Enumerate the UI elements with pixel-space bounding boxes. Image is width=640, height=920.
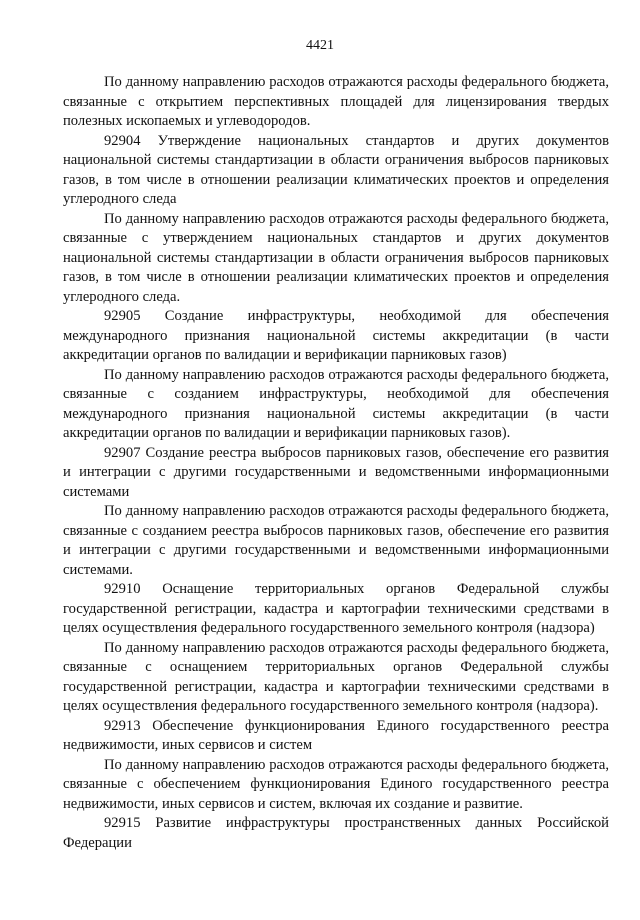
paragraph-description: По данному направлению расходов отражаются расходы федерального бюджета, связанные с утверждением национальных стандартов и других документов национальной системы стандартизации в области ограничения выбросов парниковых газов, в том числе в отношении реализации климатических проектов и определения углеродного следа. bbox=[63, 210, 609, 305]
paragraph-description: По данному направлению расходов отражаются расходы федерального бюджета, связанные с созданием инфраструктуры, необходимой для обеспечения международного признания национальной системы аккредитации (в части аккредитации органов по валидации и верификации парниковых газов). bbox=[63, 366, 609, 441]
paragraph-code-92910: 92910 Оснащение территориальных органов Федеральной службы государственной регистрации, кадастра и картографии техническими средствами в целях осуществления федерального государственного земельного контроля (надзора) bbox=[63, 581, 609, 636]
paragraph-description: По данному направлению расходов отражаются расходы федерального бюджета, связанные с обеспечением функционирования Единого государственного реестра недвижимости, иных сервисов и систем, включая их создание и развитие. bbox=[63, 756, 609, 812]
page-number: 4421 bbox=[306, 38, 334, 53]
paragraph-code-92915: 92915 Развитие инфраструктуры пространственных данных Российской Федерации bbox=[63, 815, 609, 851]
paragraph-code-92905: 92905 Создание инфраструктуры, необходимой для обеспечения международного признания национальной системы аккредитации (в части аккредитации органов по валидации и верификации парниковых газов) bbox=[63, 308, 609, 363]
paragraph-description: По данному направлению расходов отражаются расходы федерального бюджета, связанные с созданием реестра выбросов парниковых газов, обеспечение его развития и интеграции с другими государственными и ведомственными информационными системами. bbox=[63, 503, 609, 578]
document-body bbox=[63, 73, 609, 853]
paragraph-code-92913: 92913 Обеспечение функционирования Единого государственного реестра недвижимости, иных сервисов и систем bbox=[63, 717, 609, 753]
paragraph-description: По данному направлению расходов отражаются расходы федерального бюджета, связанные с оснащением территориальных органов Федеральной службы государственной регистрации, кадастра и картографии техническими средствами в целях осуществления федерального государственного земельного контроля (надзора). bbox=[63, 639, 609, 714]
paragraph-code-92904: 92904 Утверждение национальных стандартов и других документов национальной системы стандартизации в области ограничения выбросов парниковых газов, в том числе в отношении реализации климатических проектов и определения углеродного следа bbox=[63, 132, 609, 207]
paragraph-description: По данному направлению расходов отражаются расходы федерального бюджета, связанные с открытием перспективных площадей для лицензирования твердых полезных ископаемых и углеводородов. bbox=[63, 74, 609, 129]
paragraph-code-92907: 92907 Создание реестра выбросов парниковых газов, обеспечение его развития и интеграции с другими государственными и ведомственными информационными системами bbox=[63, 444, 609, 500]
